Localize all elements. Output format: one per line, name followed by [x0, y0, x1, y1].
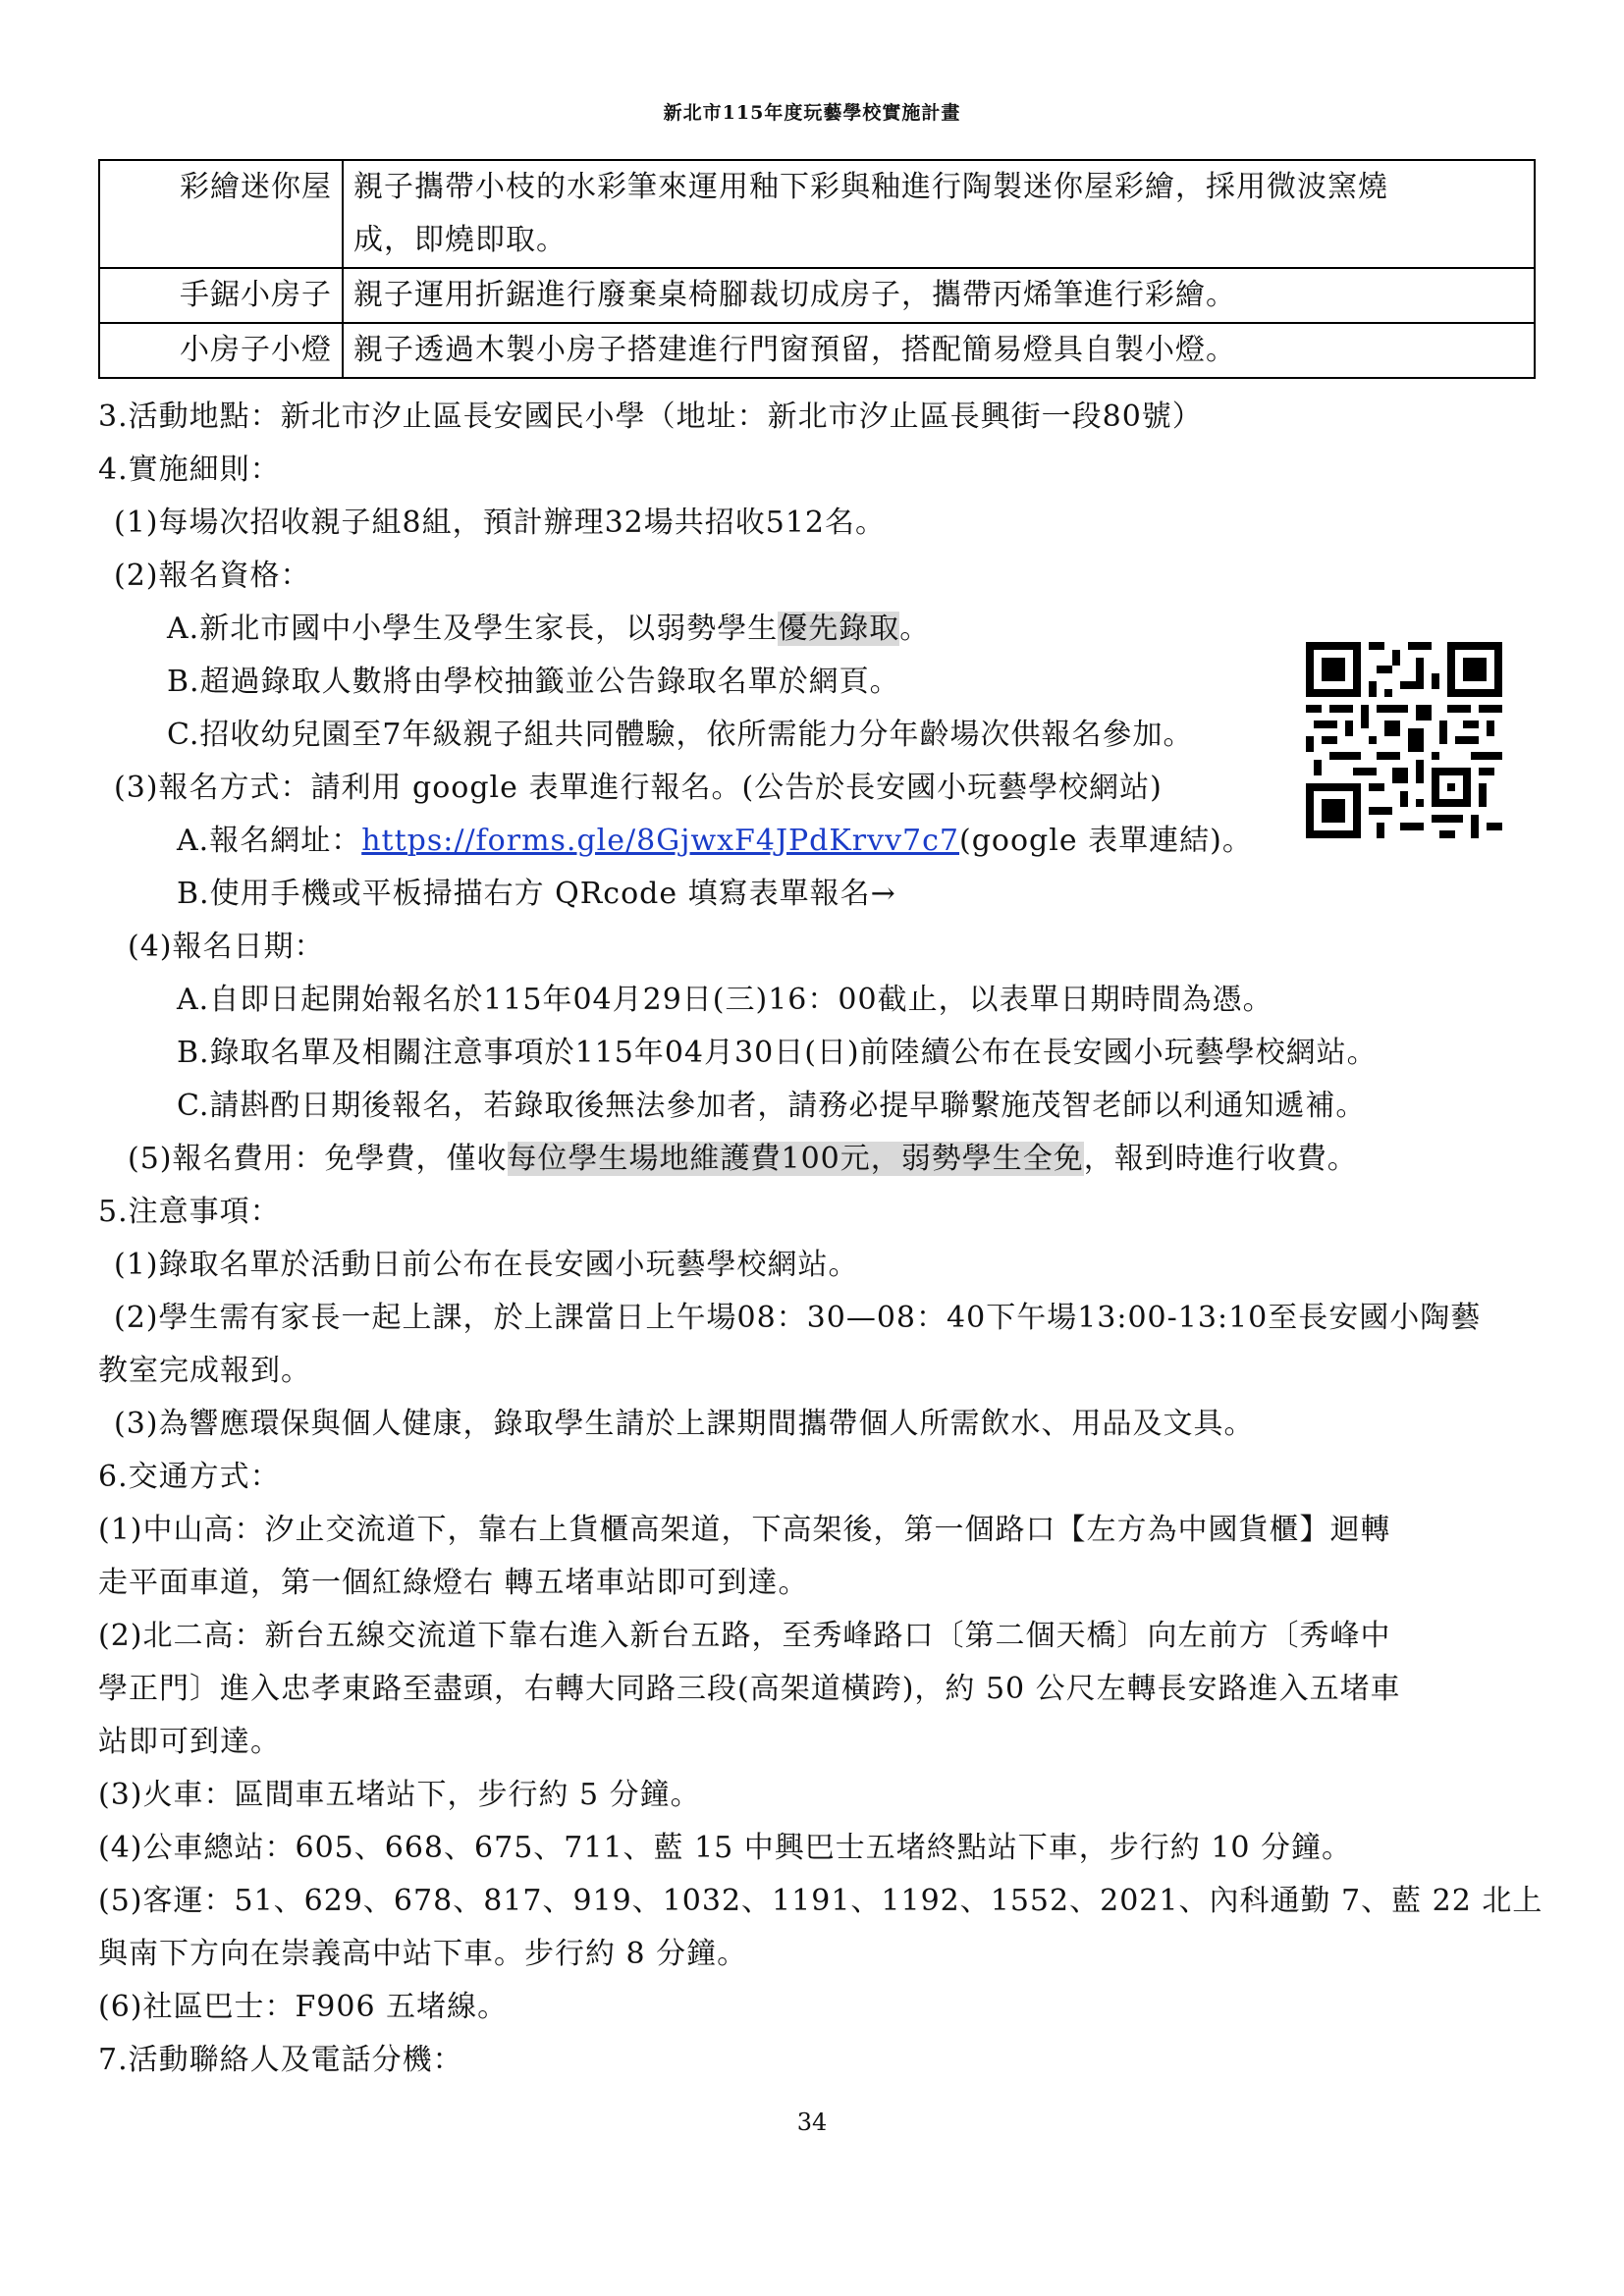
activity-desc: 親子透過木製小房子搭建進行門窗預留，搭配簡易燈具自製小燈。 — [343, 323, 1535, 378]
page-header: 新北市115年度玩藝學校實施計畫 — [663, 102, 961, 124]
section-notes-heading: 5.注意事項： — [98, 1195, 281, 1229]
rule-4-c: C.請斟酌日期後報名，若錄取後無法參加者，請務必提早聯繫施茂智老師以利通知遞補。 — [177, 1089, 1367, 1123]
activity-name: 小房子小燈 — [99, 323, 343, 378]
rule-3-b: B.使用手機或平板掃描右方 QRcode 填寫表單報名→ — [177, 877, 896, 911]
table-row — [99, 160, 1535, 268]
activity-table — [98, 159, 1536, 379]
activity-name: 彩繪迷你屋 — [99, 160, 343, 268]
section-transport-heading: 6.交通方式： — [98, 1460, 281, 1494]
qr-code-icon[interactable] — [1306, 642, 1502, 838]
transport-3: (3)火車：區間車五堵站下，步行約 5 分鐘。 — [98, 1778, 701, 1812]
rule-1: (1)每場次招收親子組8組，預計辦理32場共招收512名。 — [114, 506, 887, 540]
transport-2: (2)北二高：新台五線交流道下靠右進入新台五路，至秀峰路口〔第二個天橋〕向左前方〔秀峰中 — [98, 1619, 1391, 1653]
transport-2-cont: 學正門〕進入忠孝東路至盡頭，右轉大同路三段(高架道橫跨)，約 50 公尺左轉長安路進入五堵車 — [98, 1672, 1401, 1706]
transport-1: (1)中山高：汐止交流道下，靠右上貨櫃高架道，下高架後，第一個路口【左方為中國貨櫃】迴轉 — [98, 1513, 1391, 1547]
section-contact-heading: 7.活動聯絡人及電話分機： — [98, 2043, 463, 2077]
rule-4: (4)報名日期： — [128, 930, 325, 964]
activity-desc: 親子運用折鋸進行廢棄桌椅腳裁切成房子，攜帶丙烯筆進行彩繪。 — [343, 268, 1535, 323]
transport-6: (6)社區巴士：F906 五堵線。 — [98, 1990, 509, 2024]
transport-4: (4)公車總站：605、668、675、711、藍 15 中興巴士五堵終點站下車，步行約 10 分鐘。 — [98, 1831, 1353, 1865]
table-row — [99, 268, 1535, 323]
rule-4-b: B.錄取名單及相關注意事項於115年04月30日(日)前陸續公布在長安國小玩藝學校網站。 — [177, 1036, 1378, 1070]
rule-5: (5)報名費用：免學費，僅收每位學生場地維護費100元，弱勢學生全免，報到時進行收費。 — [128, 1142, 1358, 1176]
activity-name: 手鋸小房子 — [99, 268, 343, 323]
note-1: (1)錄取名單於活動日前公布在長安國小玩藝學校網站。 — [114, 1248, 859, 1282]
note-3: (3)為響應環保與個人健康，錄取學生請於上課期間攜帶個人所需飲水、用品及文具。 — [114, 1407, 1255, 1441]
rule-4-a: A.自即日起開始報名於115年04月29日(三)16：00截止，以表單日期時間為憑。 — [177, 983, 1273, 1017]
section-rules-heading: 4.實施細則： — [98, 453, 281, 487]
transport-1-cont: 走平面車道，第一個紅綠燈右 轉五堵車站即可到達。 — [98, 1566, 809, 1600]
transport-5: (5)客運：51、629、678、817、919、1032、1191、1192、1552、2021、內科通勤 7、藍 22 北上 — [98, 1884, 1543, 1918]
transport-5-cont: 與南下方向在崇義高中站下車。步行約 8 分鐘。 — [98, 1937, 748, 1971]
registration-link[interactable]: https://forms.gle/8GjwxF4JPdKrvv7c7 — [361, 824, 959, 858]
note-2-cont: 教室完成報到。 — [98, 1354, 311, 1388]
page-number: 34 — [796, 2109, 828, 2136]
table-row — [99, 323, 1535, 378]
rule-3: (3)報名方式：請利用 google 表單進行報名。(公告於長安國小玩藝學校網站) — [114, 771, 1163, 805]
rule-2-a: A.新北市國中小學生及學生家長，以弱勢學生優先錄取。 — [167, 612, 931, 646]
rule-2-c: C.招收幼兒園至7年級親子組共同體驗，依所需能力分年齡場次供報名參加。 — [167, 718, 1194, 752]
rule-2-b: B.超過錄取人數將由學校抽籤並公告錄取名單於網頁。 — [167, 665, 900, 699]
section-location: 3.活動地點：新北市汐止區長安國民小學（地址：新北市汐止區長興街一段80號） — [98, 400, 1203, 434]
rule-2: (2)報名資格： — [114, 559, 311, 593]
activity-desc: 親子攜帶小枝的水彩筆來運用釉下彩與釉進行陶製迷你屋彩繪，採用微波窯燒 成，即燒即取。 — [343, 160, 1535, 268]
transport-2-cont2: 站即可到達。 — [98, 1725, 281, 1759]
rule-3-a: A.報名網址：https://forms.gle/8GjwxF4JPdKrvv7c7(google 表單連結)。 — [177, 824, 1253, 858]
note-2: (2)學生需有家長一起上課，於上課當日上午場08：30—08：40下午場13:00-13:10至長安國小陶藝 — [114, 1301, 1482, 1335]
